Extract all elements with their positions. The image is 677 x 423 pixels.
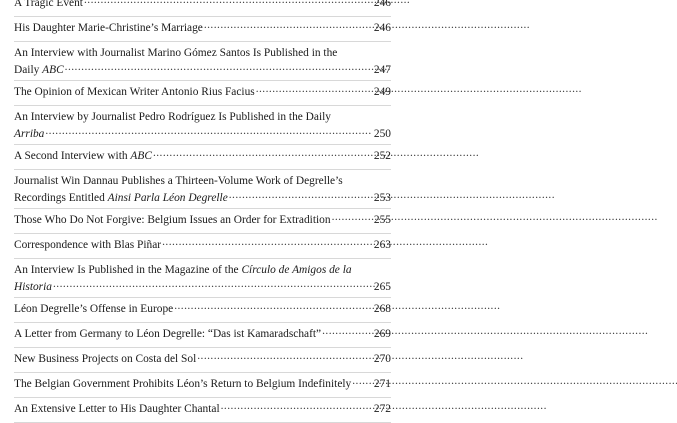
toc-entry: [14, 298, 391, 323]
toc-entry-page: 263: [373, 239, 391, 252]
toc-entry-title: Correspondence with Blas Piñar: [14, 239, 162, 252]
toc-entry-page: 247: [373, 64, 391, 77]
toc-entry: [14, 170, 391, 209]
toc-entry-title-italic: Arriba: [14, 128, 45, 141]
toc-entry-title-italic: ABC: [42, 64, 64, 77]
dot-leader: [256, 84, 370, 95]
toc-entry-title: The Belgian Government Prohibits Léon’s Return to Belgium Indefinitely: [14, 378, 352, 391]
dot-leader: [84, 0, 370, 6]
dot-leader: [204, 20, 370, 31]
toc-entry-page: 253: [373, 192, 391, 205]
toc-entry: [14, 17, 391, 42]
toc-entry-title: A Letter from Germany to Léon Degrelle: “Das ist Kamaradschaft”: [14, 328, 322, 341]
toc-entry: [14, 259, 391, 298]
toc-entry-title-italic: ABC: [130, 150, 152, 163]
toc-entry-title: [14, 148, 152, 165]
toc-entry-title-text: A Second Interview with: [14, 150, 131, 163]
toc-entry: [14, 323, 391, 348]
toc-entry: [14, 145, 391, 170]
toc-entry-title-line2: [14, 279, 52, 296]
toc-entry: [14, 106, 391, 145]
dot-leader: [197, 351, 370, 362]
toc-entry-page: 270: [373, 353, 391, 366]
toc-entry-title: Léon Degrelle’s Offense in Europe: [14, 303, 174, 316]
toc-entry-page: 249: [373, 86, 391, 99]
toc-entry-title-line2: [14, 190, 228, 207]
toc-entry: [14, 234, 391, 259]
toc-entry-page: 246: [373, 22, 391, 35]
toc-entry: [14, 398, 391, 423]
toc-entry-title-text: Recordings Entitled: [14, 192, 108, 205]
toc-entry-title: His Daughter Marie-Christine’s Marriage: [14, 22, 203, 35]
toc-entry-page: 268: [373, 303, 391, 316]
dot-leader: [174, 301, 370, 312]
toc-entry: [14, 81, 391, 106]
toc-entry-page: 269: [373, 328, 391, 341]
toc-entry-title: The Opinion of Mexican Writer Antonio Rius Facius: [14, 86, 255, 99]
toc-entry-title: An Extensive Letter to His Daughter Chantal: [14, 403, 220, 416]
toc-entry-title: New Business Projects on Costa del Sol: [14, 353, 197, 366]
toc-entry-page: 271: [373, 378, 391, 391]
toc-entry-page: 265: [373, 281, 391, 294]
dot-leader: [153, 148, 370, 159]
toc-entry-title-italic: Ainsi Parla Léon Degrelle: [107, 192, 228, 205]
dot-leader: [322, 326, 370, 337]
toc-entry: [14, 0, 391, 17]
toc-entry-title-italic: Historia: [14, 281, 52, 294]
dot-leader: [45, 126, 370, 137]
toc-entry: [14, 209, 391, 234]
toc-entry-title-line1: Journalist Win Dannau Publishes a Thirteen-Volume Work of Degrelle’s: [14, 175, 343, 187]
dot-leader: [352, 376, 370, 387]
toc-entry-page: 255: [373, 214, 391, 227]
toc-entry-page: 252: [373, 150, 391, 163]
dot-leader: [162, 237, 370, 248]
toc-entry-page: 250: [373, 128, 391, 141]
toc-entry-title-line1: An Interview with Journalist Marino Gómez Santos Is Published in the: [14, 47, 338, 59]
toc-entry-title-line1: An Interview by Journalist Pedro Rodríguez Is Published in the Daily: [14, 111, 331, 123]
toc-entry-page: 246: [373, 0, 391, 10]
toc-entry-title: Those Who Do Not Forgive: Belgium Issues an Order for Extradition: [14, 214, 331, 227]
dot-leader: [229, 190, 370, 201]
toc-entry-title-line2: [14, 126, 44, 143]
toc-entry-title-text: An Interview Is Published in the Magazine of the: [14, 264, 242, 276]
toc-entry-title-line2: [14, 62, 64, 79]
toc-entry-title: A Tragic Event: [14, 0, 83, 10]
toc-entry: [14, 348, 391, 373]
toc-entry: [14, 373, 391, 398]
toc-entry-title-italic: Círculo de Amigos de la: [241, 264, 352, 276]
toc-entry-title-text: Daily: [14, 64, 43, 77]
dot-leader: [332, 212, 370, 223]
dot-leader: [53, 279, 370, 290]
toc-entry: [14, 42, 391, 81]
dot-leader: [65, 62, 370, 73]
toc-entry-page: 272: [373, 403, 391, 416]
dot-leader: [221, 401, 370, 412]
